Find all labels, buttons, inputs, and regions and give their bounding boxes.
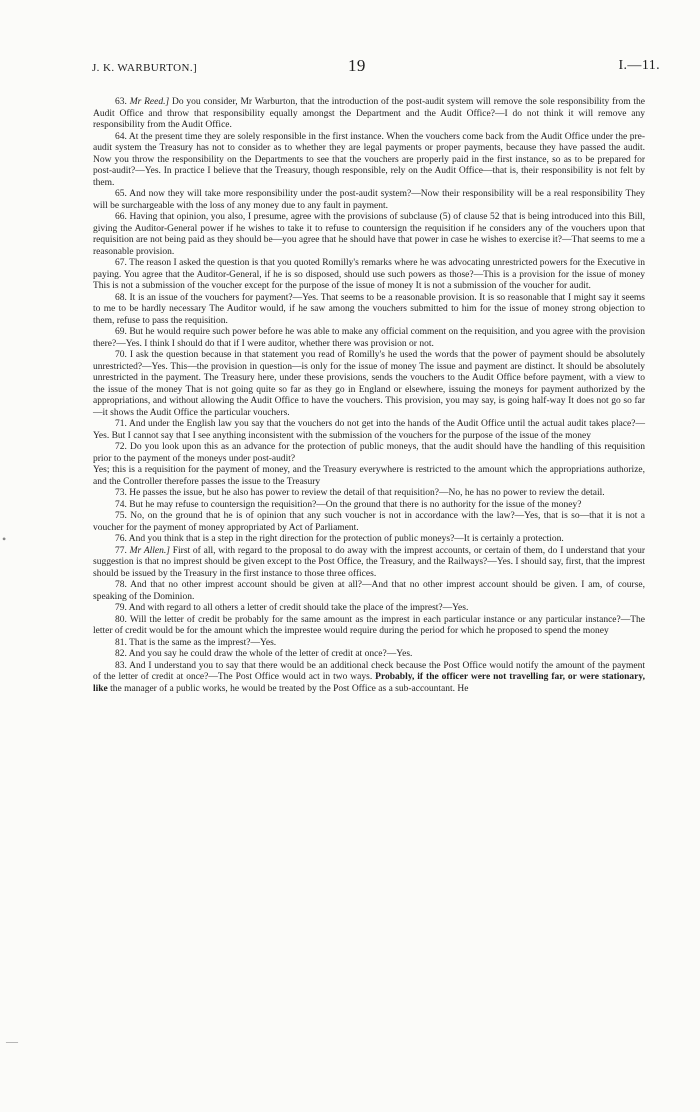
testimony-paragraph — [93, 327, 645, 350]
paragraph-text: At the present time they are solely responsible in the first instance. When the vouchers come back from the Audit Office under the pre-audit system the Treasury has not to consider as to whether they are legal payments or proper payments, because they have passed the audit. Now you throw the responsibility on the Departments to see that the vouchers are properly paid in the first instance, so as to be prepared for post-audit?—Yes. In practice I believe that the Treasury, though responsible, rely on the Audit Office—that is, their responsibility is not felt by them. — [93, 131, 645, 188]
testimony-paragraph — [93, 500, 645, 512]
paragraph-text: That is the same as the imprest?—Yes. — [129, 637, 277, 648]
paragraph-text: And that no other imprest account should be given at all?—And that no other imprest account should be given. I am, of course, speaking of the Dominion. — [93, 580, 645, 602]
page-number: 19 — [348, 56, 366, 75]
testimony-paragraph — [93, 293, 645, 328]
testimony-paragraph — [93, 603, 645, 615]
question-number: 66. — [115, 212, 130, 222]
paragraph-text: And you think that is a step in the right direction for the protection of public moneys?—It is certainly a protection. — [128, 534, 564, 544]
question-number: 71. — [115, 419, 129, 429]
paragraph-text-tail: the manager of a public works, he would be treated by the Post Office as a sub-accountant. He — [107, 683, 469, 694]
testimony-paragraph — [93, 212, 645, 258]
paragraph-text: First of all, with regard to the proposal to do away with the imprest accounts, or certain of them, do I understand that your suggestion is that no imprest should be given except to the Post Office, the Treasury, and the Railways?—Yes. I should say, first, that the imprest should be issued by the Treasury in the first instance to those three offices. — [93, 545, 645, 579]
paragraph-text: And now they will take more responsibility under the post-audit system?—Now their responsibility will be a real responsibility They will be surchargeable with the loss of any money due to any fault in payment. — [93, 189, 645, 211]
question-number: 82. — [115, 649, 129, 659]
paragraph-text: Do you consider, Mr Warburton, that the introduction of the post-audit system will remove the sole responsibility from the Audit Office and throw that responsibility equally amongst the Department and the Audit Office?—I do not think it will remove any responsibility from the Audit Office. — [93, 97, 645, 130]
bold-text: Probably, if the officer were not travelling far, or were stationary, like — [93, 672, 645, 694]
testimony-paragraph — [93, 442, 645, 465]
question-number: 79. — [115, 603, 129, 613]
paragraph-text: And with regard to all others a letter of credit should take the place of the imprest?—Yes. — [128, 603, 469, 613]
testimony-paragraph — [93, 649, 645, 661]
header-witness-name: J. K. WARBURTON.] — [92, 62, 198, 74]
question-number: 83. — [115, 660, 130, 671]
paragraph-text: But he would require such power before he was able to make any official comment on the requisition, and you agree with the provision there?—Yes. I think I should do that if I were auditor, whether there was provision or not. — [93, 327, 645, 349]
testimony-paragraph — [93, 534, 645, 546]
question-number: 75. — [115, 511, 131, 521]
page-header — [92, 58, 660, 76]
paragraph-text: Yes; this is a requisition for the payment of money, and the Treasury everywhere is restricted to the amount which the appropriations authorize, and the Controller therefore passes the issue to the Treasury — [93, 465, 645, 487]
question-number: 74. — [115, 499, 130, 510]
question-number: 77. — [115, 545, 130, 556]
testimony-paragraph — [93, 511, 645, 534]
question-number: 72. — [115, 442, 130, 452]
paragraph-text: Having that opinion, you also, I presume, agree with the provisions of subclause (5) of clause 52 that is being introduced into this Bill, giving the Auditor-General power if he wishes to take it to refuse to countersign the requisition if he considers any of the vouchers upon that requisition are not being paid as they should be—you agree that he should have that power in case he wishes to exercise it?—That seems to me a reasonable provision. — [93, 212, 646, 257]
testimony-paragraph — [93, 638, 645, 650]
paragraph-text: No, on the ground that he is of opinion that any such voucher is not in accordance with the law?—Yes, that is so—that it is not a voucher for the payment of money appropriated by Act of Parliament. — [93, 511, 646, 533]
question-number: 67. — [115, 258, 130, 268]
testimony-paragraph — [93, 615, 645, 638]
document-reference: I.—11. — [618, 58, 660, 73]
margin-mark: • — [2, 532, 7, 546]
question-number: 70. — [115, 350, 130, 360]
testimony-paragraph — [93, 350, 645, 419]
paragraph-text: Do you look upon this as an advance for the protection of public moneys, that the audit should have the handling of this requisition prior to the payment of the moneys under post-audit? — [93, 442, 645, 464]
question-number: 69. — [115, 327, 130, 337]
paragraph-text: He passes the issue, but he also has power to review the detail of that requisition?—No, he has no power to review the detail. — [129, 488, 605, 498]
question-number: 68. — [115, 292, 130, 303]
question-number: 64. — [115, 131, 129, 142]
paragraph-text: I ask the question because in that statement you read of Romilly's he used the words that the power of payment should be absolutely unrestricted?—Yes. This—the provision in question—is only for the issue of money The issue and payment are distinct. It should be absolutely unrestricted in the payment. The Treasury here, under these provisions, sends the vouchers to the Audit Office before payment, with a view to the issue of the money That is not going quite so far as they go in England or elsewhere, issuing the moneys for payment authorized by the appropriations, and without allowing the Audit Office to have the vouchers. This provision, you may say, is going half-way It does not go so far—it shows the Audit Office the particular vouchers. — [93, 350, 646, 418]
question-number: 63. — [115, 97, 130, 107]
question-number: 80. — [115, 614, 130, 625]
testimony-paragraph — [93, 189, 645, 212]
testimony-paragraph — [93, 580, 645, 603]
testimony-paragraph — [93, 488, 645, 500]
paragraph-text: It is an issue of the vouchers for payment?—Yes. That seems to be a reasonable provision. It is so reasonable that I might say it seems to me to be hardly necessary The Auditor would, if he saw among the vouchers submitted to him for the issue of money strong objection to them, refuse to pass the requisition. — [93, 292, 645, 326]
speaker-name: Mr Allen.] — [129, 545, 173, 556]
paragraph-text: The reason I asked the question is that you quoted Romilly's remarks where he was advocating unrestricted powers for the Executive in paying. You agree that the Auditor-General, if he is so disposed, should use such powers as those?—This is a provision for the issue of money This is not a submission of the voucher except for the purpose of the issue of money It is not a submission of the voucher for audit. — [93, 258, 645, 291]
testimony-paragraph — [93, 97, 645, 132]
paragraph-text: And you say he could draw the whole of the letter of credit at once?—Yes. — [128, 649, 413, 659]
testimony-paragraph — [93, 465, 645, 488]
paragraph-text: And under the English law you say that the vouchers do not get into the hands of the Audit Office until the actual audit takes place?—Yes. But I cannot say that I see anything inconsistent with the submission of the vouchers for the purpose of the issue of the money — [93, 419, 645, 441]
paragraph-text: But he may refuse to countersign the requisition?—On the ground that there is no authority for the issue of the money? — [129, 499, 582, 510]
testimony-paragraph — [93, 258, 645, 293]
paragraph-text: And I understand you to say that there would be an additional check because the Post Office would notify the amount of the payment of the letter of credit at once?—The Post Office would act in two ways. — [93, 660, 645, 682]
testimony-paragraph — [93, 546, 645, 581]
testimony-paragraph — [93, 661, 645, 696]
question-number: 81. — [115, 637, 130, 648]
question-number: 78. — [115, 580, 131, 590]
testimony-paragraph — [93, 132, 645, 190]
question-number: 76. — [115, 534, 129, 544]
question-number: 65. — [115, 189, 130, 199]
testimony-paragraph — [93, 419, 645, 442]
testimony-body — [93, 97, 645, 695]
margin-mark: — — [6, 1034, 18, 1048]
speaker-name: Mr Reed.] — [129, 97, 172, 107]
question-number: 73. — [115, 488, 130, 498]
paragraph-text: Will the letter of credit be probably for the same amount as the imprest in each particular instance or any particular instance?—The letter of credit would be for the amount which the imprestee would require during the period for which he proposed to spend the money — [93, 614, 645, 636]
